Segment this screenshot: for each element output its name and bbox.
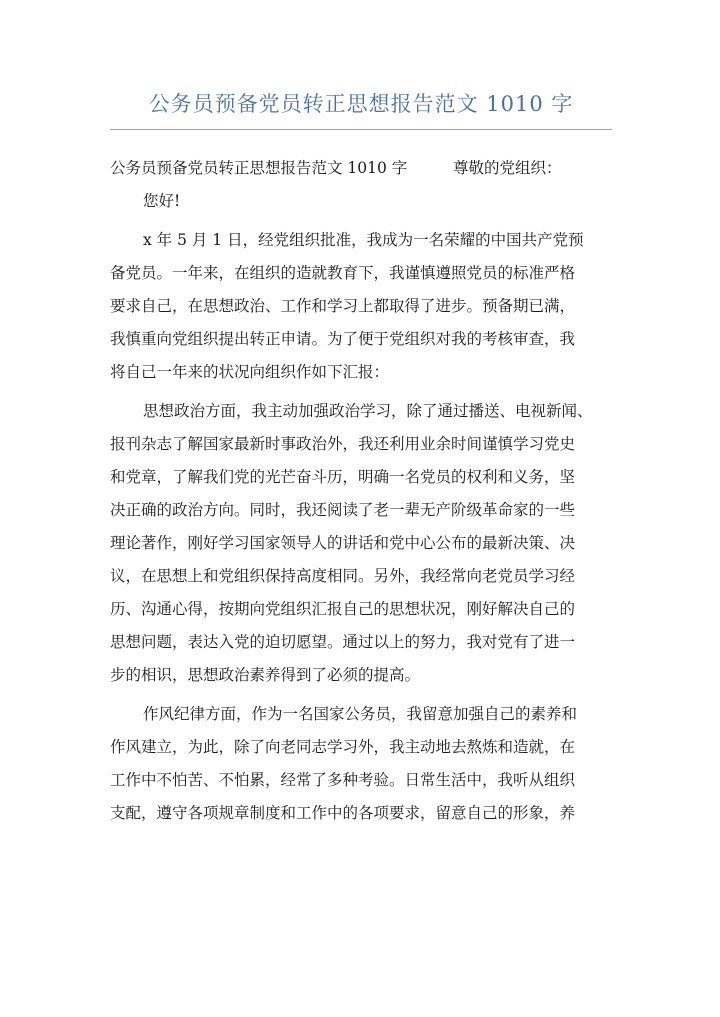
paragraph-line: 决正确的政治方向。同时，我还阅读了老一辈无产阶级革命家的一些: [110, 501, 576, 519]
document-body: [110, 152, 615, 830]
paragraph-line: 作风建立，为此，除了向老同志学习外，我主动地去熬炼和造就，在: [110, 738, 576, 756]
paragraph-line: x 年 5 月 1 日，经党组织批准，我成为一名荣耀的中国共产党预: [143, 231, 584, 249]
paragraph-line: 我慎重向党组织提出转正申请。为了便于党组织对我的考核审查，我: [110, 330, 576, 348]
paragraph-1: [110, 224, 615, 389]
intro-reference-title: 公务员预备党员转正思想报告范文 1010 字: [110, 159, 408, 177]
paragraph-line: 支配，遵守各项规章制度和工作中的各项要求，留意自己的形象，养: [110, 804, 576, 822]
paragraph-line: 理论著作，刚好学习国家领导人的讲话和党中心公布的最新决策、决: [110, 534, 576, 552]
paragraph-line: 备党员。一年来，在组织的造就教育下，我谨慎遵照党员的标准严格: [110, 264, 576, 282]
paragraph-line: 思想问题，表达入党的迫切愿望。通过以上的努力，我对党有了进一: [110, 633, 576, 651]
paragraph-line: 要求自己，在思想政治、工作和学习上都取得了进步。预备期已满，: [110, 297, 576, 315]
paragraph-line: 作风纪律方面，作为一名国家公务员，我留意加强自己的素养和: [143, 705, 578, 723]
title-divider: [110, 129, 612, 130]
document-title: 公务员预备党员转正思想报告范文 1010 字: [148, 92, 574, 116]
paragraph-line: 步的相识，思想政治素养得到了必须的提高。: [110, 666, 421, 684]
paragraph-line: 思想政治方面，我主动加强政治学习，除了通过播送、电视新闻、: [143, 402, 593, 420]
paragraph-line: 议，在思想上和党组织保持高度相同。另外，我经常向老党员学习经: [110, 567, 576, 585]
paragraph-line: 将自己一年来的状况向组织作如下汇报：: [110, 363, 390, 381]
paragraph-line: 和党章，了解我们党的光芒奋斗历，明确一名党员的权利和义务，坚: [110, 468, 576, 486]
intro-line: [110, 152, 615, 185]
paragraph-line: 报刊杂志了解国家最新时事政治外，我还利用业余时间谨慎学习党史: [110, 435, 576, 453]
paragraph-line: 历、沟通心得，按期向党组织汇报自己的思想状况，刚好解决自己的: [110, 600, 576, 618]
greeting: 您好!: [143, 192, 181, 210]
paragraph-2: [110, 395, 615, 692]
paragraph-line: 工作中不怕苦、不怕累，经常了多种考验。日常生活中，我听从组织: [110, 771, 576, 789]
salutation: 尊敬的党组织：: [453, 159, 562, 177]
paragraph-3: [110, 698, 615, 830]
